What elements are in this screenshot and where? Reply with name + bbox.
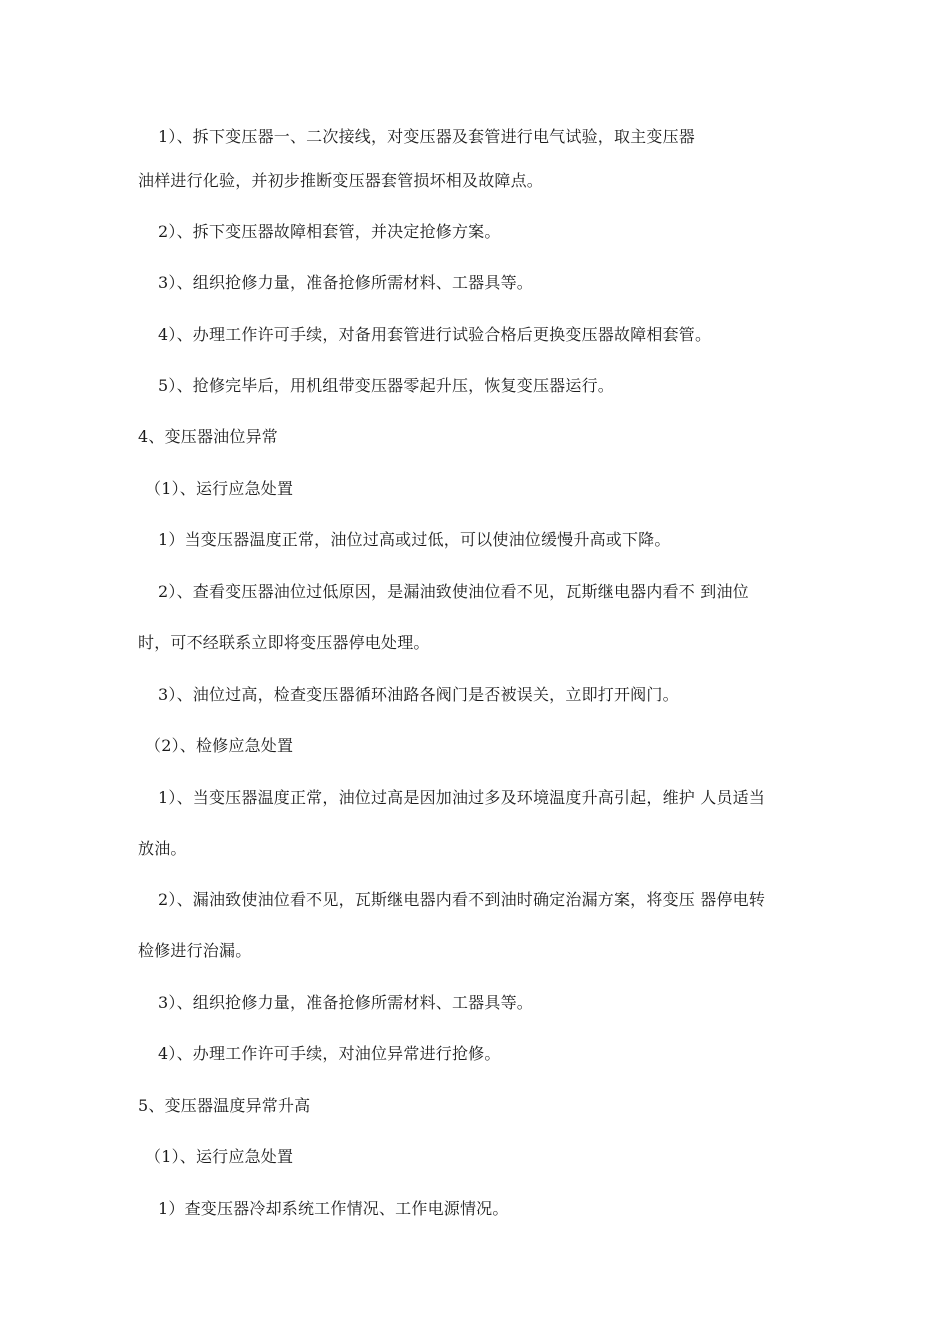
paragraph-line: 油样进行化验，并初步推断变压器套管损坏相及故障点。	[138, 171, 544, 190]
paragraph-line: 4）、办理工作许可手续，对油位异常进行抢修。	[158, 1044, 501, 1063]
paragraph-line: 1）查变压器冷却系统工作情况、工作电源情况。	[158, 1199, 509, 1218]
paragraph-line: 放油。	[138, 839, 187, 858]
section-heading: 5、变压器温度异常升高	[138, 1096, 311, 1115]
paragraph-line: 2）、查看变压器油位过低原因，是漏油致使油位看不见，瓦斯继电器内看不 到油位	[158, 582, 749, 601]
paragraph-line: 检修进行治漏。	[138, 941, 252, 960]
paragraph-line: 2）、拆下变压器故障相套管，并决定抢修方案。	[158, 222, 501, 241]
paragraph-line: 4）、办理工作许可手续，对备用套管进行试验合格后更换变压器故障相套管。	[158, 325, 712, 344]
paragraph-line: 3）、组织抢修力量，准备抢修所需材料、工器具等。	[158, 273, 533, 292]
paragraph-line: 2）、漏油致使油位看不见，瓦斯继电器内看不到油时确定治漏方案，将变压 器停电转	[158, 890, 766, 909]
paragraph-line: 3）、组织抢修力量，准备抢修所需材料、工器具等。	[158, 993, 533, 1012]
paragraph-line: 5）、抢修完毕后，用机组带变压器零起升压，恢复变压器运行。	[158, 376, 614, 395]
subsection-heading: （1）、运行应急处置	[145, 479, 294, 498]
paragraph-line: 1）当变压器温度正常，油位过高或过低，可以使油位缓慢升高或下降。	[158, 530, 671, 549]
subsection-heading: （1）、运行应急处置	[145, 1147, 294, 1166]
section-heading: 4、变压器油位异常	[138, 427, 278, 446]
subsection-heading: （2）、检修应急处置	[145, 736, 294, 755]
paragraph-line: 1）、当变压器温度正常，油位过高是因加油过多及环境温度升高引起，维护 人员适当	[158, 788, 766, 807]
paragraph-line: 3）、油位过高，检查变压器循环油路各阀门是否被误关，立即打开阀门。	[158, 685, 679, 704]
paragraph-line: 1）、拆下变压器一、二次接线，对变压器及套管进行电气试验，取主变压器	[158, 127, 695, 146]
paragraph-line: 时，可不经联系立即将变压器停电处理。	[138, 633, 430, 652]
